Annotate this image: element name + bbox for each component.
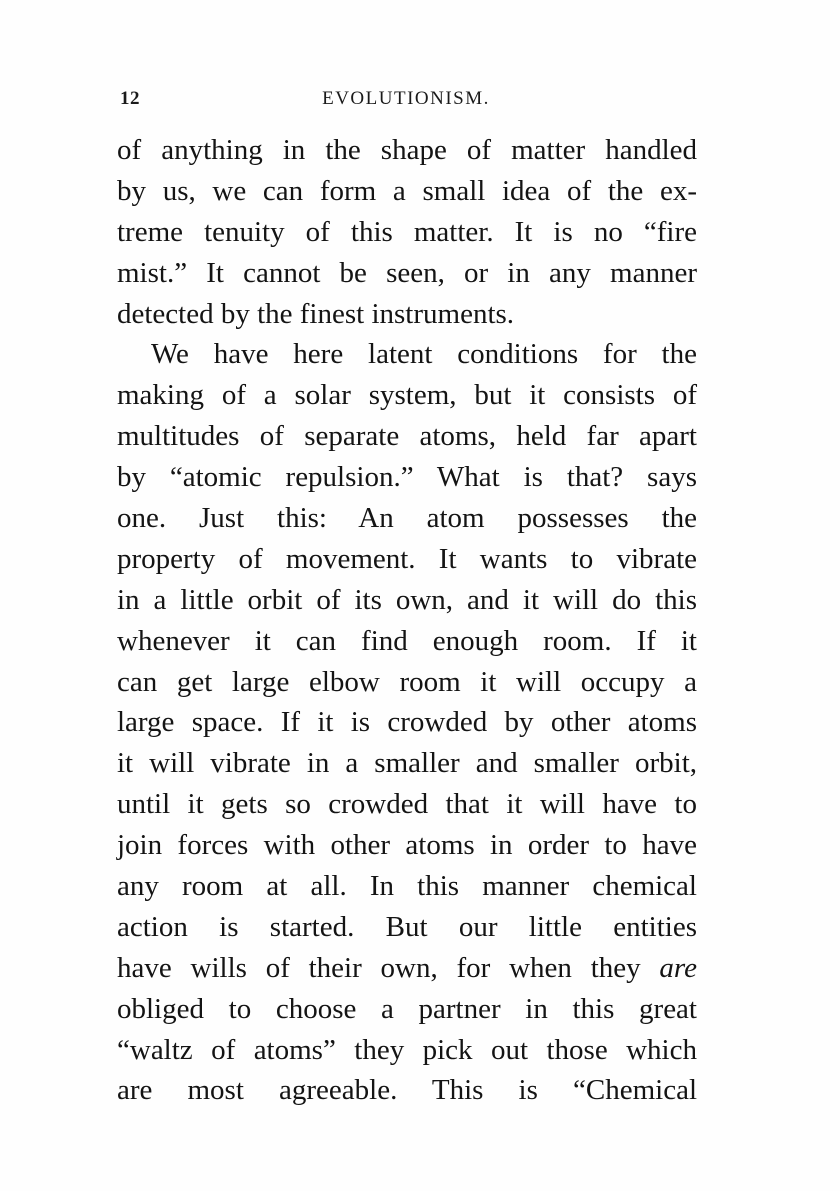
text-line: any room at all. In this manner chemical	[117, 870, 697, 903]
text-line: action is started. But our little entities	[117, 910, 697, 943]
text-line: in a little orbit of its own, and it will do this	[117, 583, 697, 616]
text-line: by “atomic repulsion.” What is that? says	[117, 461, 697, 494]
text-line: property of movement. It wants to vibrate	[117, 542, 697, 575]
text-line: by us, we can form a small idea of the ex-	[117, 174, 697, 207]
text-line: one. Just this: An atom possesses the	[117, 502, 697, 535]
running-head	[112, 88, 700, 112]
text-line: obliged to choose a partner in this great	[117, 992, 697, 1025]
page-number: 12	[120, 88, 140, 109]
text-line: can get large elbow room it will occupy a	[117, 665, 697, 698]
text-line: making of a solar system, but it consists of	[117, 379, 697, 412]
text-line: whenever it can find enough room. If it	[117, 624, 697, 657]
text-line: multitudes of separate atoms, held far apart	[117, 420, 697, 453]
text-line: detected by the finest instruments.	[117, 297, 515, 330]
body-text	[117, 130, 697, 1111]
text-line: until it gets so crowded that it will have to	[117, 788, 697, 821]
text-line: of anything in the shape of matter handled	[117, 134, 697, 166]
text-line: are most agreeable. This is “Chemical	[117, 1074, 697, 1107]
running-title: EVOLUTIONISM.	[322, 88, 490, 109]
italic-word: are	[659, 951, 697, 984]
text-line: join forces with other atoms in order to have	[117, 829, 697, 862]
text-line-segment: have wills of their own, for when they	[117, 951, 641, 984]
text-line: treme tenuity of this matter. It is no “fire	[117, 215, 697, 248]
text-line: mist.” It cannot be seen, or in any manner	[117, 256, 697, 289]
text-line	[117, 948, 697, 989]
text-line: We have here latent conditions for the	[151, 338, 697, 371]
text-line: large space. If it is crowded by other atoms	[117, 706, 697, 739]
text-line: “waltz of atoms” they pick out those which	[117, 1033, 697, 1066]
text-line: it will vibrate in a smaller and smaller orbit,	[117, 747, 697, 780]
